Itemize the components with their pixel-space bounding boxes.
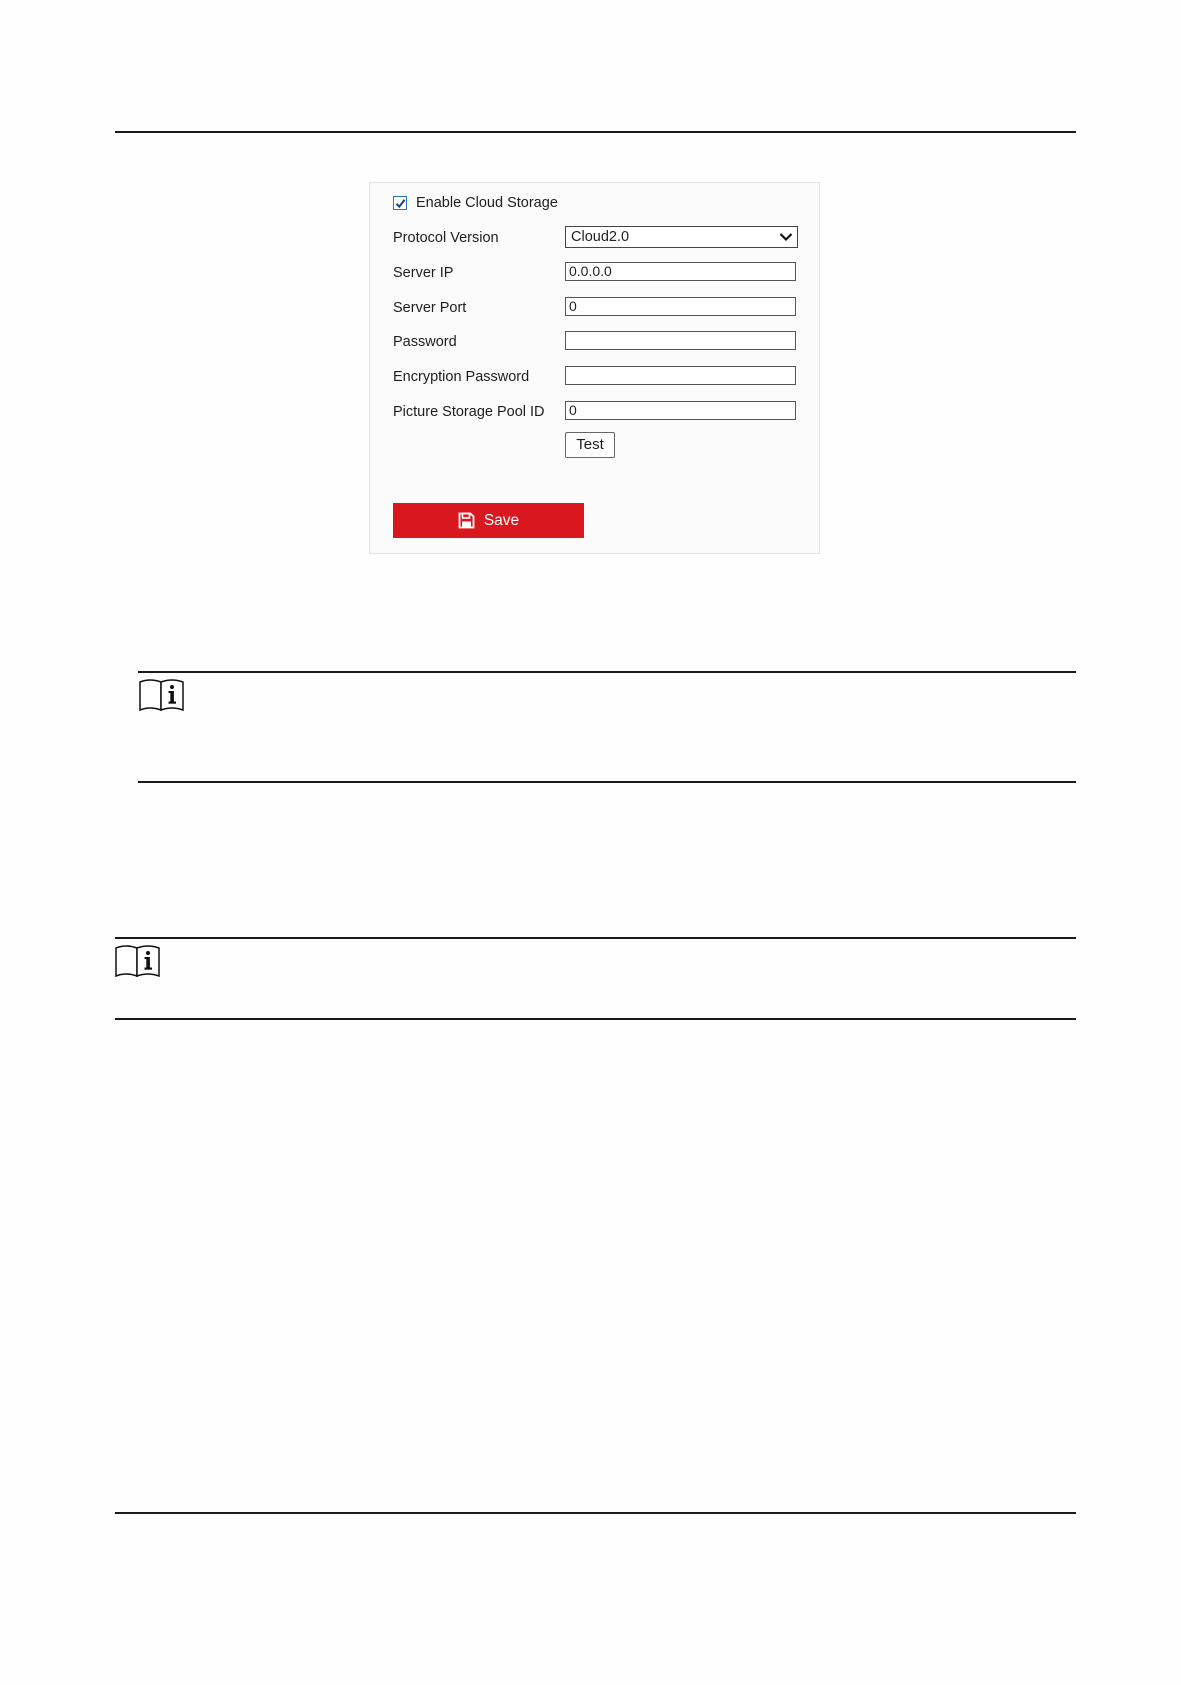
- footer-rule: [115, 1512, 1076, 1514]
- password-label: Password: [393, 334, 457, 350]
- protocol-version-label: Protocol Version: [393, 230, 499, 246]
- protocol-version-select[interactable]: [565, 226, 798, 248]
- header-rule: [115, 131, 1076, 133]
- note-book-info-icon: [138, 677, 186, 714]
- picture-storage-pool-id-input[interactable]: 0: [565, 401, 796, 420]
- note-book-info-icon: [114, 943, 162, 980]
- server-ip-input[interactable]: 0.0.0.0: [565, 262, 796, 281]
- note-2-top-rule: [115, 937, 1076, 939]
- cloud-storage-panel: [369, 182, 820, 554]
- floppy-disk-icon: [458, 512, 475, 529]
- note-2-bottom-rule: [115, 1018, 1076, 1020]
- protocol-version-value: Cloud2.0: [571, 229, 630, 245]
- server-port-input[interactable]: 0: [565, 297, 796, 316]
- password-input[interactable]: [565, 331, 796, 350]
- note-top-rule: [138, 671, 1076, 673]
- note-bottom-rule: [138, 781, 1076, 783]
- save-button[interactable]: [393, 503, 584, 538]
- encryption-password-label: Encryption Password: [393, 369, 530, 385]
- save-button-label: Save: [483, 511, 520, 529]
- server-ip-label: Server IP: [393, 265, 454, 281]
- checkmark-icon: [395, 198, 406, 209]
- enable-cloud-storage-label: Enable Cloud Storage: [416, 195, 558, 211]
- encryption-password-input[interactable]: [565, 366, 796, 385]
- chevron-down-icon: [779, 231, 793, 243]
- enable-cloud-storage-row[interactable]: [393, 193, 558, 213]
- enable-cloud-storage-checkbox[interactable]: [393, 196, 407, 210]
- test-button[interactable]: Test: [565, 432, 615, 458]
- server-port-label: Server Port: [393, 300, 467, 316]
- picture-storage-pool-id-label: Picture Storage Pool ID: [393, 404, 545, 420]
